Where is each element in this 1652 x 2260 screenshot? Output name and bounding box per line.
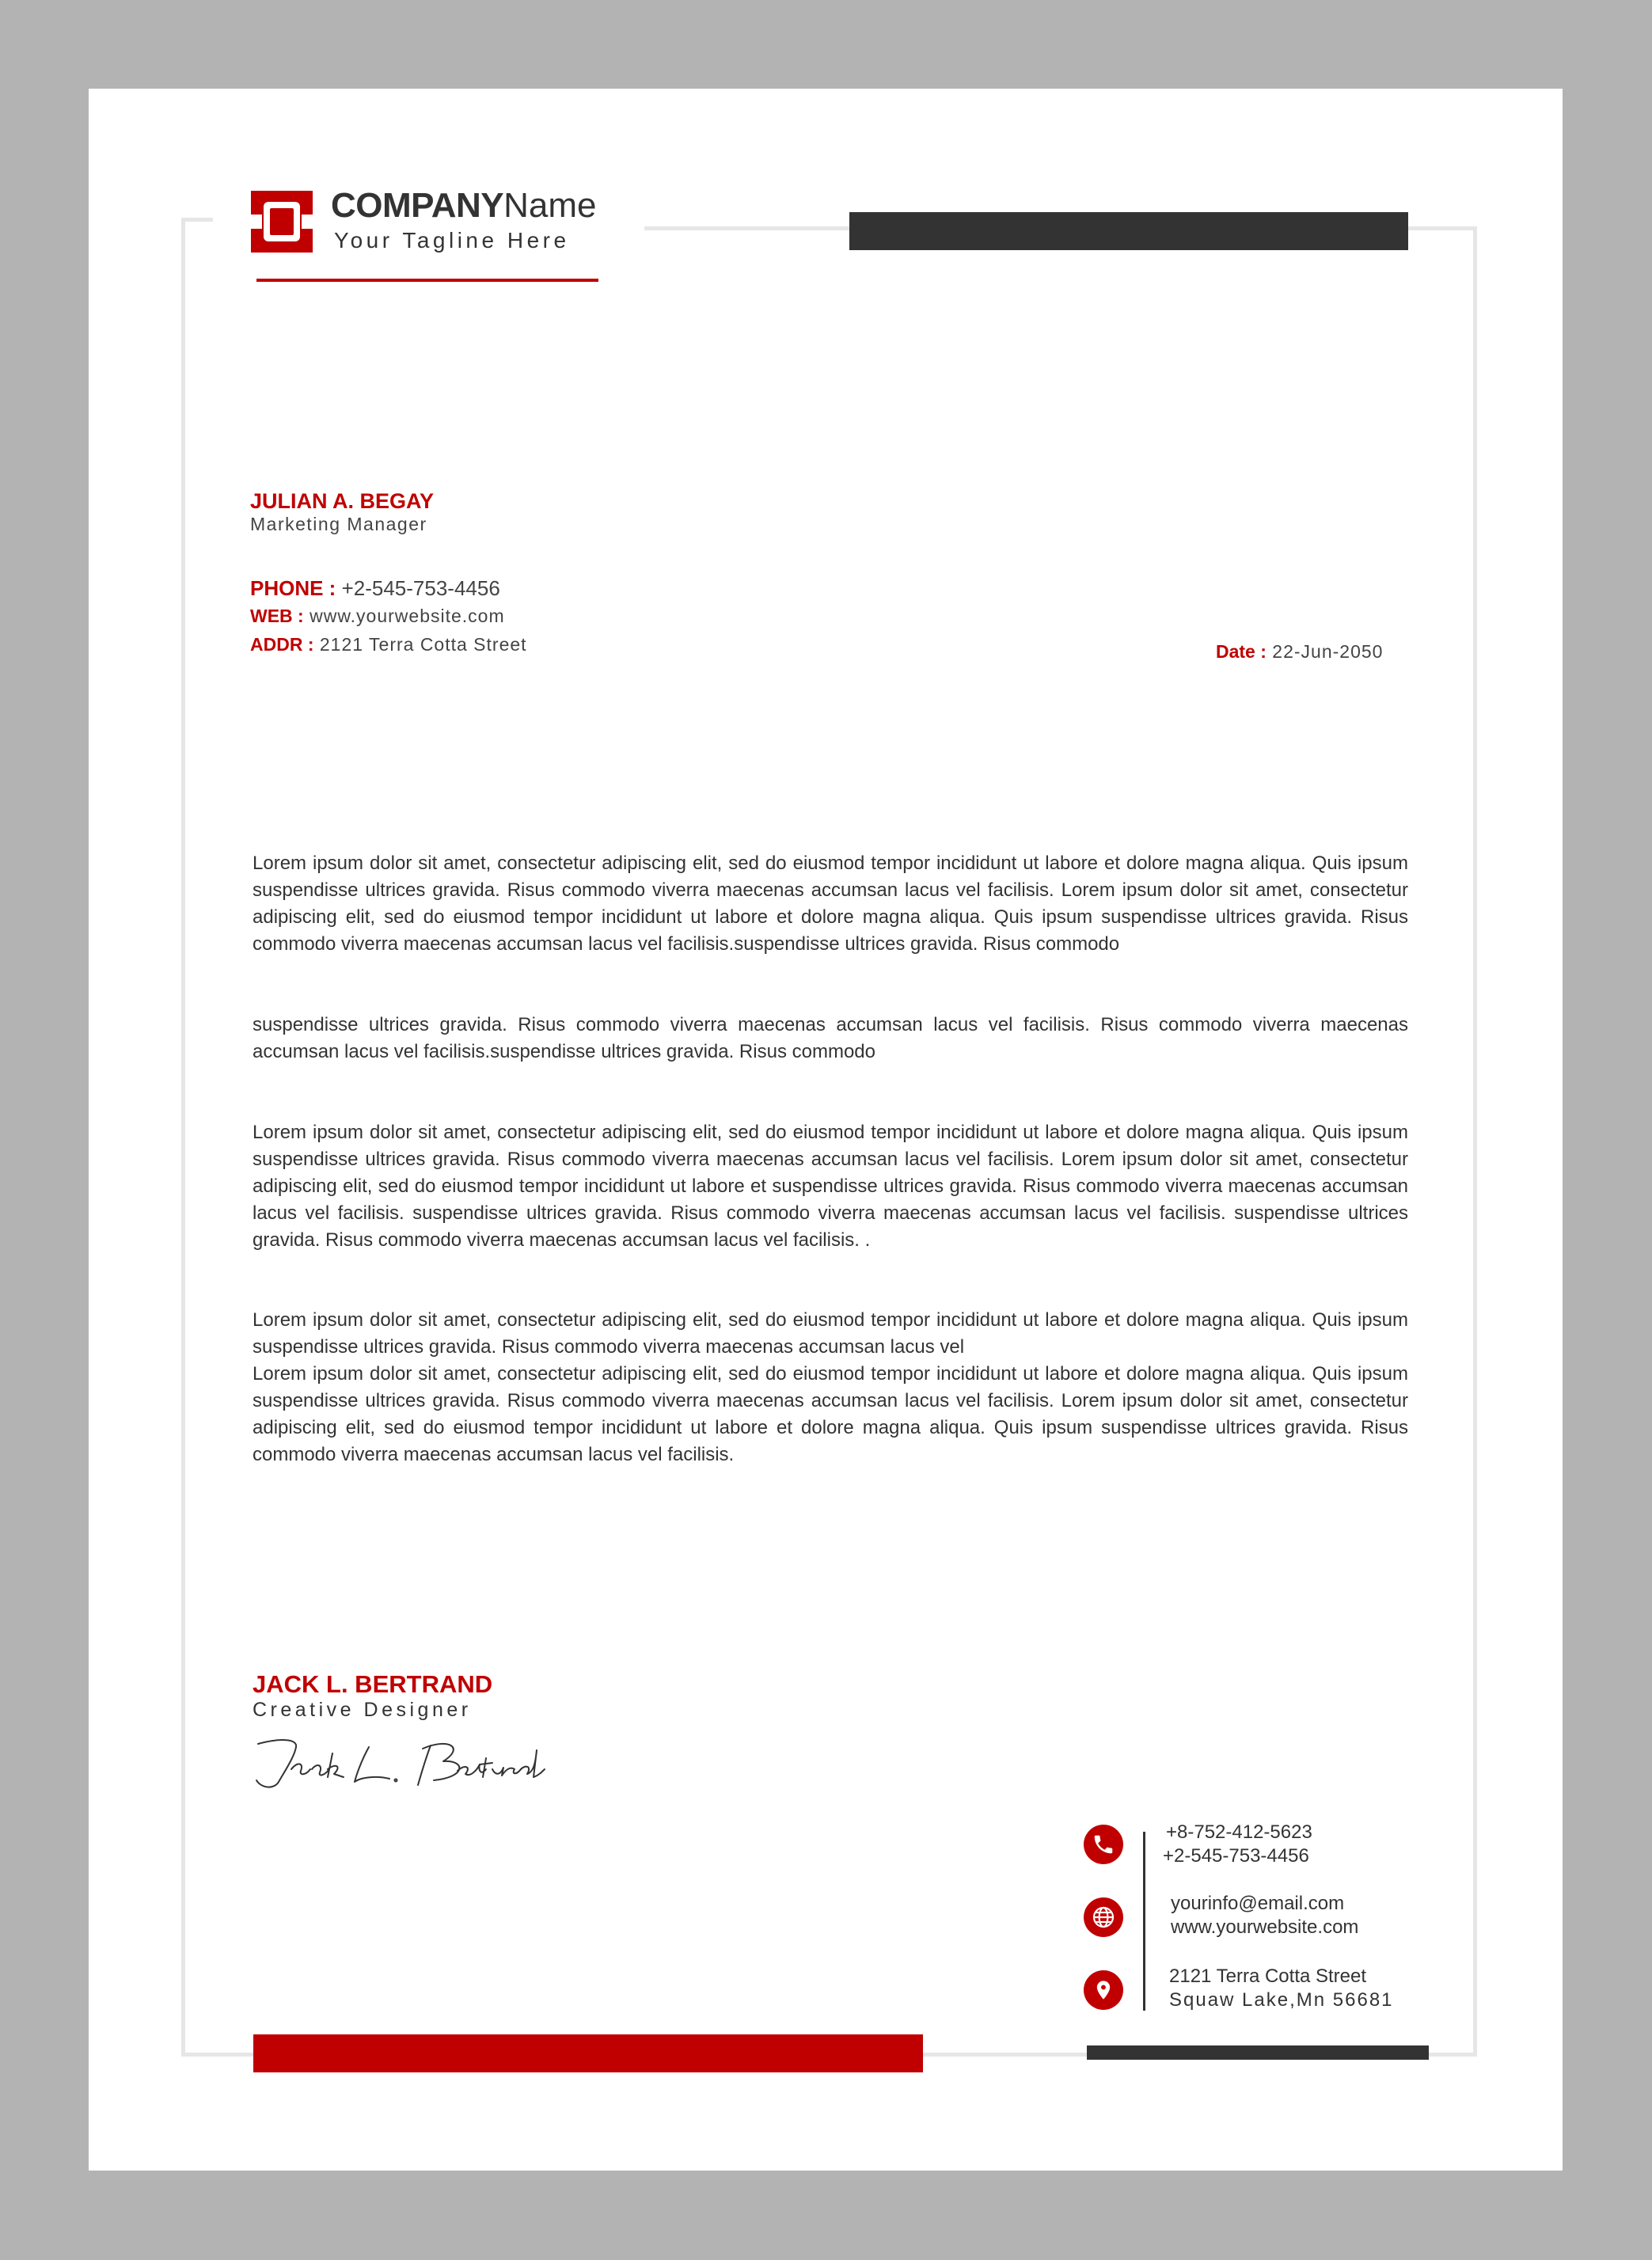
body-paragraph: suspendisse ultrices gravida. Risus commodo viverra maecenas accumsan lacus vel facilisis. Risus commodo viverra maecenas accumsan lacus vel facilisis.suspendisse ultrices gravida. Risus commodo [253, 1014, 1408, 1062]
signer-title: Creative Designer [253, 1699, 472, 1721]
footer-email: yourinfo@email.com [1171, 1893, 1345, 1914]
body-paragraph: Lorem ipsum dolor sit amet, consectetur adipiscing elit, sed do eiusmod tempor incididunt ut labore et dolore magna aliqua. Quis ipsum suspendisse ultrices gravida. Risus commodo viverra maecenas accumsan lacus vel [253, 1309, 1408, 1358]
company-tagline: Your Tagline Here [334, 228, 570, 253]
handwritten-signature [250, 1730, 551, 1793]
date-value: 22-Jun-2050 [1272, 641, 1384, 662]
web-label: WEB : [250, 606, 304, 626]
frame-right [1473, 226, 1477, 2057]
sender-name: JULIAN A. BEGAY [250, 489, 435, 513]
body-paragraph: Lorem ipsum dolor sit amet, consectetur adipiscing elit, sed do eiusmod tempor incididunt ut labore et dolore magna aliqua. Quis ipsum suspendisse ultrices gravida. Risus commodo viverra maecenas accumsan lacus vel facilisis. Lorem ipsum dolor sit amet, consectetur adipiscing elit, sed do eiusmod tempor incididunt ut labore et dolore magna aliqua. Quis ipsum suspendisse ultrices gravida. Risus commodo viverra maecenas accumsan lacus vel facilisis.suspendisse ultrices gravida. Risus commodo [253, 853, 1408, 955]
sender-address [250, 636, 527, 654]
company-logo-icon [251, 191, 313, 253]
logo-underline [256, 279, 598, 282]
phone-label: PHONE : [250, 576, 336, 600]
company-name [331, 188, 597, 223]
sender-web [250, 607, 505, 625]
location-pin-icon [1084, 1970, 1123, 2010]
company-name-bold: COMPANY [331, 186, 504, 225]
phone-icon [1084, 1825, 1123, 1864]
footer-dark-bar [1087, 2045, 1429, 2060]
letter-date [1216, 643, 1383, 661]
sender-phone [250, 578, 500, 598]
header-dark-bar [849, 212, 1408, 250]
body-paragraph: Lorem ipsum dolor sit amet, consectetur adipiscing elit, sed do eiusmod tempor incididunt ut labore et dolore magna aliqua. Quis ipsum suspendisse ultrices gravida. Risus commodo viverra maecenas accumsan lacus vel facilisis. Lorem ipsum dolor sit amet, consectetur adipiscing elit, sed do eiusmod tempor incididunt ut labore et dolore magna aliqua. Quis ipsum suspendisse ultrices gravida. Risus commodo viverra maecenas accumsan lacus vel facilisis. [253, 1363, 1408, 1465]
footer-red-bar [253, 2034, 923, 2072]
phone-value: +2-545-753-4456 [341, 576, 500, 600]
addr-value: 2121 Terra Cotta Street [319, 634, 527, 655]
frame-left [181, 218, 185, 2057]
frame-top-left [181, 218, 213, 222]
date-label: Date : [1216, 641, 1267, 662]
company-name-light: Name [503, 186, 597, 225]
sender-title: Marketing Manager [250, 514, 427, 534]
footer-phone-1: +8-752-412-5623 [1166, 1821, 1312, 1843]
footer-address-1: 2121 Terra Cotta Street [1169, 1966, 1367, 1987]
body-paragraph: Lorem ipsum dolor sit amet, consectetur adipiscing elit, sed do eiusmod tempor incididunt ut labore et dolore magna aliqua. Quis ipsum suspendisse ultrices gravida. Risus commodo viverra maecenas accumsan lacus vel facilisis. Lorem ipsum dolor sit amet, consectetur adipiscing elit, sed do eiusmod tempor incididunt ut labore et suspendisse ultrices gravida. Risus commodo viverra maecenas accumsan lacus vel facilisis. suspendisse ultrices gravida. Risus commodo viverra maecenas accumsan lacus vel facilisis. suspendisse ultrices gravida. Risus commodo viverra maecenas accumsan lacus vel facilisis. . [253, 1122, 1408, 1251]
globe-icon [1084, 1897, 1123, 1937]
footer-web: www.yourwebsite.com [1171, 1916, 1359, 1938]
web-value: www.yourwebsite.com [310, 606, 505, 626]
footer-phone-2: +2-545-753-4456 [1163, 1845, 1309, 1867]
signer-name: JACK L. BERTRAND [253, 1670, 493, 1698]
footer-address-2: Squaw Lake,Mn 56681 [1169, 1989, 1394, 2011]
contact-divider [1143, 1832, 1145, 2011]
addr-label: ADDR : [250, 634, 314, 655]
